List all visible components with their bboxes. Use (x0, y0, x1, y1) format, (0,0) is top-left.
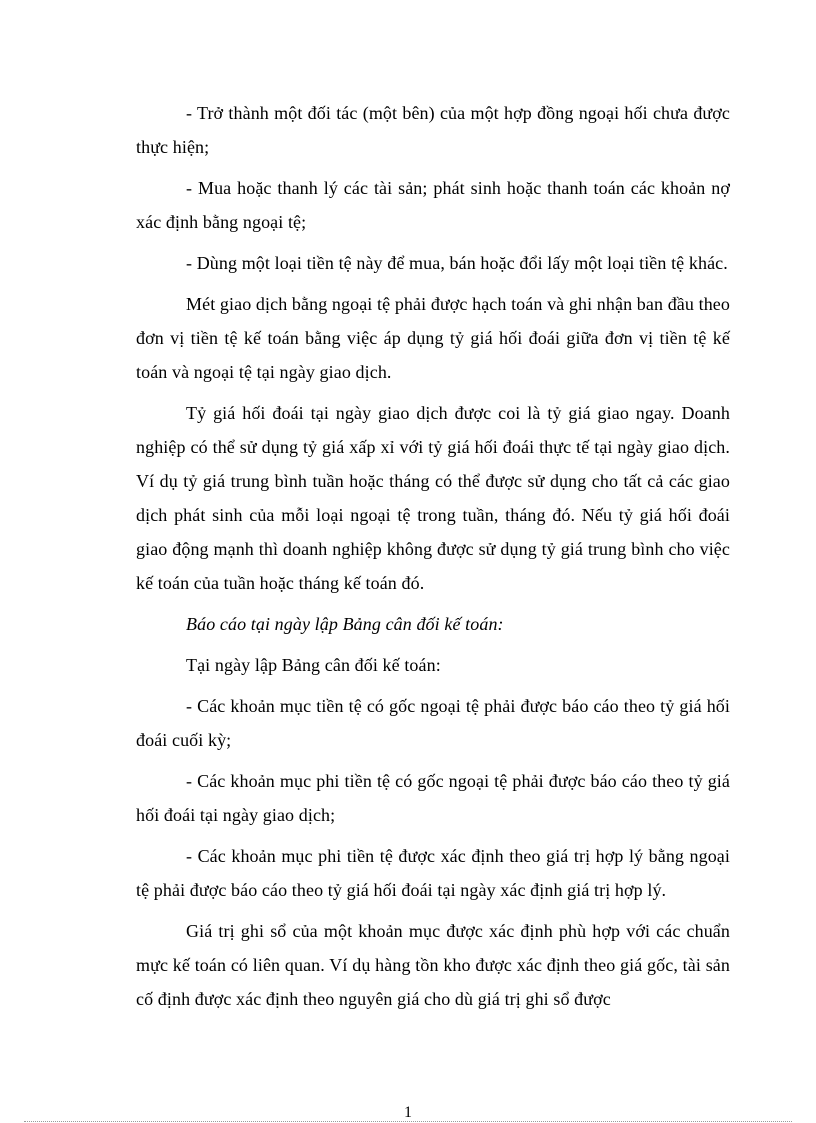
page-body (136, 96, 730, 1023)
paragraph-bullet-1: - Trở thành một đối tác (một bên) của một hợp đồng ngoại hối chưa được thực hiện; (136, 103, 730, 157)
paragraph-bullet-monetary-items: - Các khoản mục tiền tệ có gốc ngoại tệ phải được báo cáo theo tỷ giá hối đoái cuối kỳ; (136, 696, 730, 750)
paragraph-bullet-fair-value-items: - Các khoản mục phi tiền tệ được xác định theo giá trị hợp lý bằng ngoại tệ phải được báo cáo theo tỷ giá hối đoái tại ngày xác định giá trị hợp lý. (136, 846, 730, 900)
paragraph-spot-rate: Tỷ giá hối đoái tại ngày giao dịch được coi là tỷ giá giao ngay. Doanh nghiệp có thể sử dụng tỷ giá xấp xỉ với tỷ giá hối đoái thực tế tại ngày giao dịch. Ví dụ tỷ giá trung bình tuần hoặc tháng có thể được sử dụng cho tất cả các giao dịch phát sinh của mỗi loại ngoại tệ trong tuần, tháng đó. Nếu tỷ giá hối đoái giao động mạnh thì doanh nghiệp không được sử dụng tỷ giá trung bình cho việc kế toán của tuần hoặc tháng kế toán đó. (136, 403, 730, 593)
paragraph-balance-sheet-intro: Tại ngày lập Bảng cân đối kế toán: (186, 655, 441, 675)
paragraph-carrying-amount: Giá trị ghi sổ của một khoản mục được xác định phù hợp với các chuẩn mực kế toán có liên quan. Ví dụ hàng tồn kho được xác định theo giá gốc, tài sản cố định được xác định theo nguyên giá cho dù giá trị ghi sổ được (136, 921, 730, 1009)
page-number: 1 (404, 1104, 412, 1121)
paragraph-initial-recognition: Mét giao dịch bằng ngoại tệ phải được hạch toán và ghi nhận ban đầu theo đơn vị tiền tệ kế toán bằng việc áp dụng tỷ giá hối đoái giữa đơn vị tiền tệ kế toán và ngoại tệ tại ngày giao dịch. (136, 294, 730, 382)
footer-divider (24, 1121, 792, 1122)
paragraph-bullet-2: - Mua hoặc thanh lý các tài sản; phát sinh hoặc thanh toán các khoản nợ xác định bằng ngoại tệ; (136, 178, 730, 232)
section-heading-balance-sheet-reporting: Báo cáo tại ngày lập Bảng cân đối kế toán: (186, 614, 504, 634)
paragraph-bullet-3: - Dùng một loại tiền tệ này để mua, bán hoặc đổi lấy một loại tiền tệ khác. (186, 253, 728, 273)
paragraph-bullet-nonmonetary-items: - Các khoản mục phi tiền tệ có gốc ngoại tệ phải được báo cáo theo tỷ giá hối đoái tại ngày giao dịch; (136, 771, 730, 825)
